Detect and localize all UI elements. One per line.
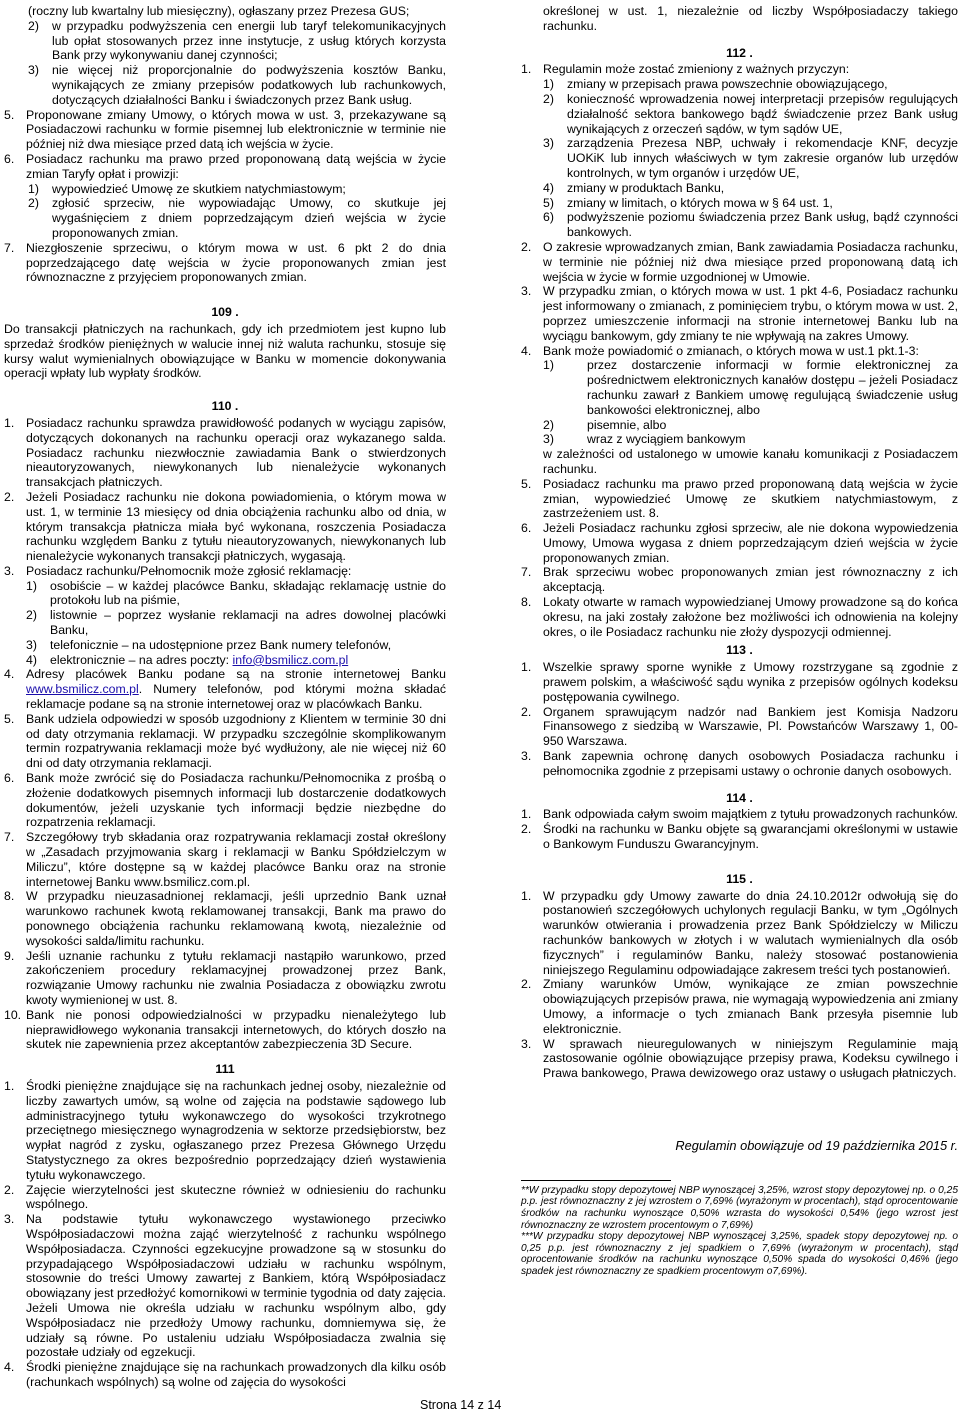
paragraph: 3. W przypadku zmian, o których mowa w ust. 1 pkt 4-6, Posiadacz rachunku jest informowany o zmianach, z pominięciem trybu, o którym mowa w ust. 2, poprzez umieszczenie informacji na stronie internetowej Banku lub na wyciągu bankowym, gdy zmiany te nie wpływają na zakres Umowy. [521, 284, 958, 343]
website-link[interactable]: www.bsmilicz.com.pl [26, 682, 139, 697]
paragraph: 1. Posiadacz rachunku sprawdza prawidłowość podanych w wyciągu zapisów, dotyczących dokonanych na rachunku operacji oraz wykazanego salda. Posiadacz rachunku niezwłocznie zawiadamia Bank o stwierdzonych nieautoryzowanych, niewykonanych lub nienależycie wykonanych transakcjach płatniczych. [4, 415, 446, 490]
list-item: 6) podwyższenie poziomu świadczenia przez Bank usług, bądź czynności bankowych. [543, 210, 958, 240]
paragraph-5: 5. Proponowane zmiany Umowy, o których mowa w ust. 3, przekazywane są Posiadaczowi rachunku w formie pisemnej lub elektronicznie w terminie nie później niż dwa miesiące przed datą ich wejścia w życie. [4, 107, 446, 152]
paragraph: 8. W przypadku nieuzasadnionej reklamacji, jeśli uprzednio Bank uznał warunkowo rachunek kwotą reklamowanej transakcji, Bank ma prawo do ponownego obciążenia rachunku reklamowaną kwotą, niezależnie od wysokości salda/limitu rachunku. [4, 889, 446, 948]
paragraph-6: 6. Posiadacz rachunku ma prawo przed proponowaną datą wejścia w życie zmian Taryfy opłat i prowizji: [4, 151, 446, 181]
paragraph: 3. Na podstawie tytułu wykonawczego wystawionego przeciwko Współposiadaczowi można zająć wierzytelność z rachunku wspólnego Współposiadacza. Czynności egzekucyjne prowadzone są w stosunku do przypadającego Współposiadaczowi udziału w rachunku wspólnym, stosownie do treści Umowy zawartej z Bankiem, którą Współposiadacz obowiązany jest przedłożyć komornikowi w terminie tygodnia od daty zajęcia. Jeżeli Umowa nie określa udziału w rachunku wspólnym albo, gdy Współposiadacz nie przedłoży Umowy rachunku, domniemywa się, że udziały są równe. Po ustaleniu udziału Współposiadacza zwalnia się pozostałe udziały od egzekucji. [4, 1212, 446, 1360]
continued-paragraph: (roczny lub kwartalny lub miesięczny), ogłaszany przez Prezesa GUS; [28, 4, 410, 18]
list-item: 2) w przypadku podwyższenia cen energii lub taryf telekomunikacyjnych lub opłat stosowanych przez inne instytucje, z usług których korzysta Bank przy wykonywaniu danej czynności; [28, 18, 446, 63]
list-item: 4) zmiany w produktach Banku, [543, 180, 725, 195]
list-item: 3) wraz z wyciągiem bankowym [543, 432, 746, 447]
paragraph: 7. Szczegółowy tryb składania oraz rozpatrywania reklamacji został określony w „Zasadach przyjmowania skarg i reklamacji w Banku Spółdzielczym w Miliczu”, które dostępne są w każdej placówce Banku oraz na stronie internetowej Banku www.bsmilicz.com.pl. [4, 830, 446, 889]
list-item: 2) zgłosić sprzeciw, nie wypowiadając Umowy, co skutkuje jej wygaśnięciem z dniem poprzedzającym dzień wejścia w życie proponowanych zmian. [28, 196, 446, 240]
list-item: 2) pisemnie, albo [543, 417, 667, 432]
list-item: 1) wypowiedzieć Umowę ze skutkiem natychmiastowym; [28, 181, 346, 196]
effective-date-note: Regulamin obowiązuje od 19 października 2015 r. [675, 1137, 958, 1153]
section-109-text: Do transakcji płatniczych na rachunkach, gdy ich przedmiotem jest kupno lub sprzedaż środków pieniężnych w walucie innej niż waluta rachunku, stosuje się kursy walut wymienialnych obowiązujące w Banku w momencie dokonywania operacji wpłaty lub wypłaty środków. [4, 321, 446, 381]
paragraph: 5. Bank udziela odpowiedzi w sposób uzgodniony z Klientem w terminie 30 dni od daty otrzymania reklamacji. W przypadku szczególnie skomplikowanym termin rozpatrywania reklamacji może być wydłużony, ale nie więcej niż 60 dni od daty otrzymania reklamacji. [4, 711, 446, 771]
footnote: ***W przypadku stopy depozytowej NBP wynoszącej 3,25%, spadek stopy depozytowej np. o 0,25 p.p. jest równoznaczny z jej spadkiem o 7,69% (wyrażonym w procentach), stąd oprocentowanie środków na rachunku wynoszące 0,50% spada do wysokości 0,46% (jego spadek jest równoznaczny ze spadkiem procentowym o7,69%). [521, 1231, 958, 1277]
paragraph: 1. W przypadku gdy Umowy zawarte do dnia 24.10.2012r odwołują się do postanowień szczegółowych uchylonych regulacji Banku, w tym „Ogólnych warunków otwierania i prowadzenia przez Bank Spółdzielczy w Miliczu rachunków bankowych w złotych i w walutach wymienialnych dla osób fizycznych” i regulaminów Banku, należy stosować postanowienia niniejszego Regulaminu odpowiadające zakresem treści tych postanowień. [521, 888, 958, 977]
paragraph: 1. Regulamin może zostać zmieniony z ważnych przyczyn: [521, 62, 850, 77]
list-item: 1) zmiany w przepisach prawa powszechnie obowiązującego, [543, 77, 888, 92]
list-item: 1) przez dostarczenie informacji w formie elektronicznej za pośrednictwem elektronicznych kanałów dostępu – jeżeli Posiadacz rachunku zawarł z Bankiem umowę regulującą świadczenie usług bankowości elektronicznej, albo [543, 358, 958, 417]
page-number: Strona 14 z 14 [420, 1398, 502, 1412]
section-heading-113: 113 . [726, 643, 753, 658]
list-item: 2) listownie – poprzez wysłanie reklamacji na adres dowolnej placówki Banku, [26, 608, 446, 638]
paragraph-7: 7. Niezgłoszenie sprzeciwu, o którym mowa w ust. 6 pkt 2 do dnia poprzedzającego datę wejścia w życie proponowanych zmian jest równoznaczne z przyjęciem proponowanych zmian. [4, 240, 446, 285]
paragraph: 6. Jeżeli Posiadacz rachunku zgłosi sprzeciw, ale nie dokona wypowiedzenia Umowy, Umowa wygasa z dniem poprzedzającym dzień wejścia w życie proponowanych zmian. [521, 521, 958, 565]
section-heading-111: 111 [215, 1062, 235, 1077]
paragraph: 1. Środki pieniężne znajdujące się na rachunkach jednej osoby, niezależnie od liczby zawartych umów, są wolne od zajęcia na podstawie sądowego lub administracyjnego tytułu wykonawczego do wysokości trzykrotnego przeciętnego miesięcznego wynagrodzenia w sektorze przedsiębiorstw, bez wypłat nagród z zysku, ogłaszanego przez Prezesa Głównego Urzędu Statystycznego za okres bezpośrednio poprzedzający dzień wystawienia tytułu wykonawczego. [4, 1078, 446, 1182]
list-tail: w zależności od ustalonego w umowie kanału komunikacji z Posiadaczem rachunku. [543, 447, 958, 476]
section-heading-114: 114 . [726, 790, 753, 805]
section-heading-110: 110 . [211, 399, 239, 414]
paragraph: 4. Środki pieniężne znajdujące się na rachunkach prowadzonych dla kilku osób (rachunkach wspólnych) są wolne od zajęcia do wysokości [4, 1360, 446, 1389]
paragraph: 2. Środki na rachunku w Banku objęte są gwarancjami określonymi w ustawie o Bankowym Funduszu Gwarancyjnym. [521, 822, 958, 852]
section-heading-115: 115 . [726, 871, 753, 886]
paragraph: 7. Brak sprzeciwu wobec proponowanych zmian jest równoznaczny z ich akceptacją. [521, 565, 958, 595]
footnote-divider [521, 1180, 671, 1181]
paragraph: 1. Wszelkie sprawy sporne wynikłe z Umowy rozstrzygane są zgodnie z prawem polskim, a właściwość sądu wynika z przepisów ogólnych kodeksu postępowania cywilnego. [521, 660, 958, 704]
paragraph: 2. Organem sprawującym nadzór nad Bankiem jest Komisja Nadzoru Finansowego z siedzibą w Warszawie, Pl. Powstańców Warszawy 1, 00-950 Warszawa. [521, 704, 958, 749]
right-column [521, 4, 958, 1278]
paragraph: 2. Jeżeli Posiadacz rachunku nie dokona powiadomienia, o którym mowa w ust. 1, w terminie 13 miesięcy od dnia obciążenia rachunku albo od dnia, w którym transakcja płatnicza miała być wykonana, roszczenia Posiadacza rachunku względem Banku z tytułu nieautoryzowanych, niewykonanych lub nienależycie wykonanych transakcji płatniczych, wygasają. [4, 489, 446, 564]
paragraph: 3. Bank zapewnia ochronę danych osobowych Posiadacza rachunku i pełnomocnika zgodnie z przepisami ustawy o ochronie danych osobowych. [521, 749, 958, 778]
section-heading-112: 112 . [726, 45, 753, 60]
list-item: 1) osobiście – w każdej placówce Banku, składając reklamację ustnie do protokołu lub na piśmie, [26, 578, 446, 608]
paragraph: 6. Bank może zwrócić się do Posiadacza rachunku/Pełnomocnika z prośbą o złożenie dodatkowych pisemnych informacji lub dostarczenie dodatkowych dokumentów, jeżeli uzyskanie tych informacji będzie niezbędne do rozpatrzenia reklamacji. [4, 771, 446, 830]
paragraph: 3. Posiadacz rachunku/Pełnomocnik może zgłosić reklamację: [4, 563, 352, 578]
paragraph: 3. W sprawach nieuregulowanych w niniejszym Regulaminie mają zastosowanie ogólnie obowiązujące przepisy prawa, Kodeksu cywilnego i Prawa bankowego, Prawa dewizowego oraz ustawy o usługach płatniczych. [521, 1036, 958, 1081]
continued-paragraph: określonej w ust. 1, niezależnie od liczby Współposiadaczy takiego rachunku. [543, 4, 958, 33]
paragraph: 4. Bank może powiadomić o zmianach, o których mowa w ust.1 pkt.1-3: [521, 343, 919, 358]
list-item: 5) zmiany w limitach, o których mowa w § 64 ust. 1, [543, 195, 833, 210]
footnote: **W przypadku stopy depozytowej NBP wynoszącej 3,25%, wzrost stopy depozytowej np. o 0,25 p.p. jest równoznaczny z jej wzrostem o 7,69% (wyrażonym w procentach), stąd oprocentowanie środków na rachunku wynoszące 0,50% wzrasta do wysokości 0,54% (jego wzrost jest równoznaczny ze wzrostem procentowym o 7,69%) [521, 1184, 958, 1231]
list-item: 3) zarządzenia Prezesa NBP, uchwały i rekomendacje KNF, decyzje UOKiK lub innych właściwych w tym zakresie organów lub urzędów kontrolnych, w tym organów i urzędów UE, [543, 136, 958, 180]
section-heading-109: 109 . [211, 305, 239, 320]
list-item: 3) nie więcej niż proporcjonalnie do podwyższenia kosztów Banku, wynikających ze zmiany przepisów podatkowych lub rachunkowych, dotyczących działalności Banku i świadczonych przez Bank usług. [28, 63, 446, 107]
list-item: 4) elektronicznie – na adres poczty: info@bsmilicz.com.pl [26, 652, 349, 667]
email-link[interactable]: info@bsmilicz.com.pl [232, 652, 349, 667]
paragraph: 10. Bank nie ponosi odpowiedzialności w przypadku nienależytego lub nieprawidłowego wykonania transakcji internetowych, do których doszło na skutek nie zapewnienia przez akceptantów zabezpieczenia 3D Secure. [4, 1007, 446, 1052]
paragraph: 8. Lokaty otwarte w ramach wypowiedzianej Umowy prowadzone są do końca okresu, na jaki zostały założone bez możliwości ich odnowienia na kolejny okres, o ile Posiadacz rachunku nie złoży dyspozycji odmiennej. [521, 595, 958, 639]
paragraph: 9. Jeśli uznanie rachunku z tytułu reklamacji nastąpiło warunkowo, przed zakończeniem procedury reklamacyjnej prowadzonej przez Bank, rozwiązanie Umowy rachunku nie zwalnia Posiadacza z obowiązku zwrotu kwoty wymienionej w ust. 8. [4, 948, 446, 1007]
left-column [4, 4, 446, 1390]
paragraph: 2. Zajęcie wierzytelności jest skuteczne również w odniesieniu do rachunku wspólnego. [4, 1182, 446, 1212]
list-item: 3) telefonicznie – na udostępnione przez Bank numery telefonów, [26, 637, 392, 652]
paragraph: 5. Posiadacz rachunku ma prawo przed proponowaną datą wejścia w życie zmian, wypowiedzieć Umowę ze skutkiem natychmiastowym, z zastrzeżeniem ust. 8. [521, 476, 958, 521]
paragraph: 2. O zakresie wprowadzanych zmian, Bank zawiadamia Posiadacza rachunku, w terminie nie później niż dwa miesiące przed proponowaną datą ich wejścia w życie w formie uzgodnionej w Umowie. [521, 239, 958, 284]
paragraph: 1. Bank odpowiada całym swoim majątkiem z tytułu prowadzonych rachunków. [521, 807, 958, 822]
paragraph: 2. Zmiany warunków Umów, wynikające ze zmian powszechnie obowiązujących przepisów prawa, nie wymagają wypowiedzenia ani zmiany Umowy, a informacje o tych zmianach Bank przesyła pisemnie lub elektronicznie. [521, 977, 958, 1036]
paragraph: 4. Adresy placówek Banku podane są na stronie internetowej Banku www.bsmilicz.com.pl. Numery telefonów, pod którymi można składać reklamacje podane są na stronie internetowej oraz w placówkach Banku. [4, 667, 446, 712]
list-item: 2) konieczność wprowadzenia nowej interpretacji przepisów regulujących działalność sektora bankowego bądź świadczenie przez Bank usług wynikających z orzeczeń sądów, w tym sądów UE, [543, 91, 958, 136]
